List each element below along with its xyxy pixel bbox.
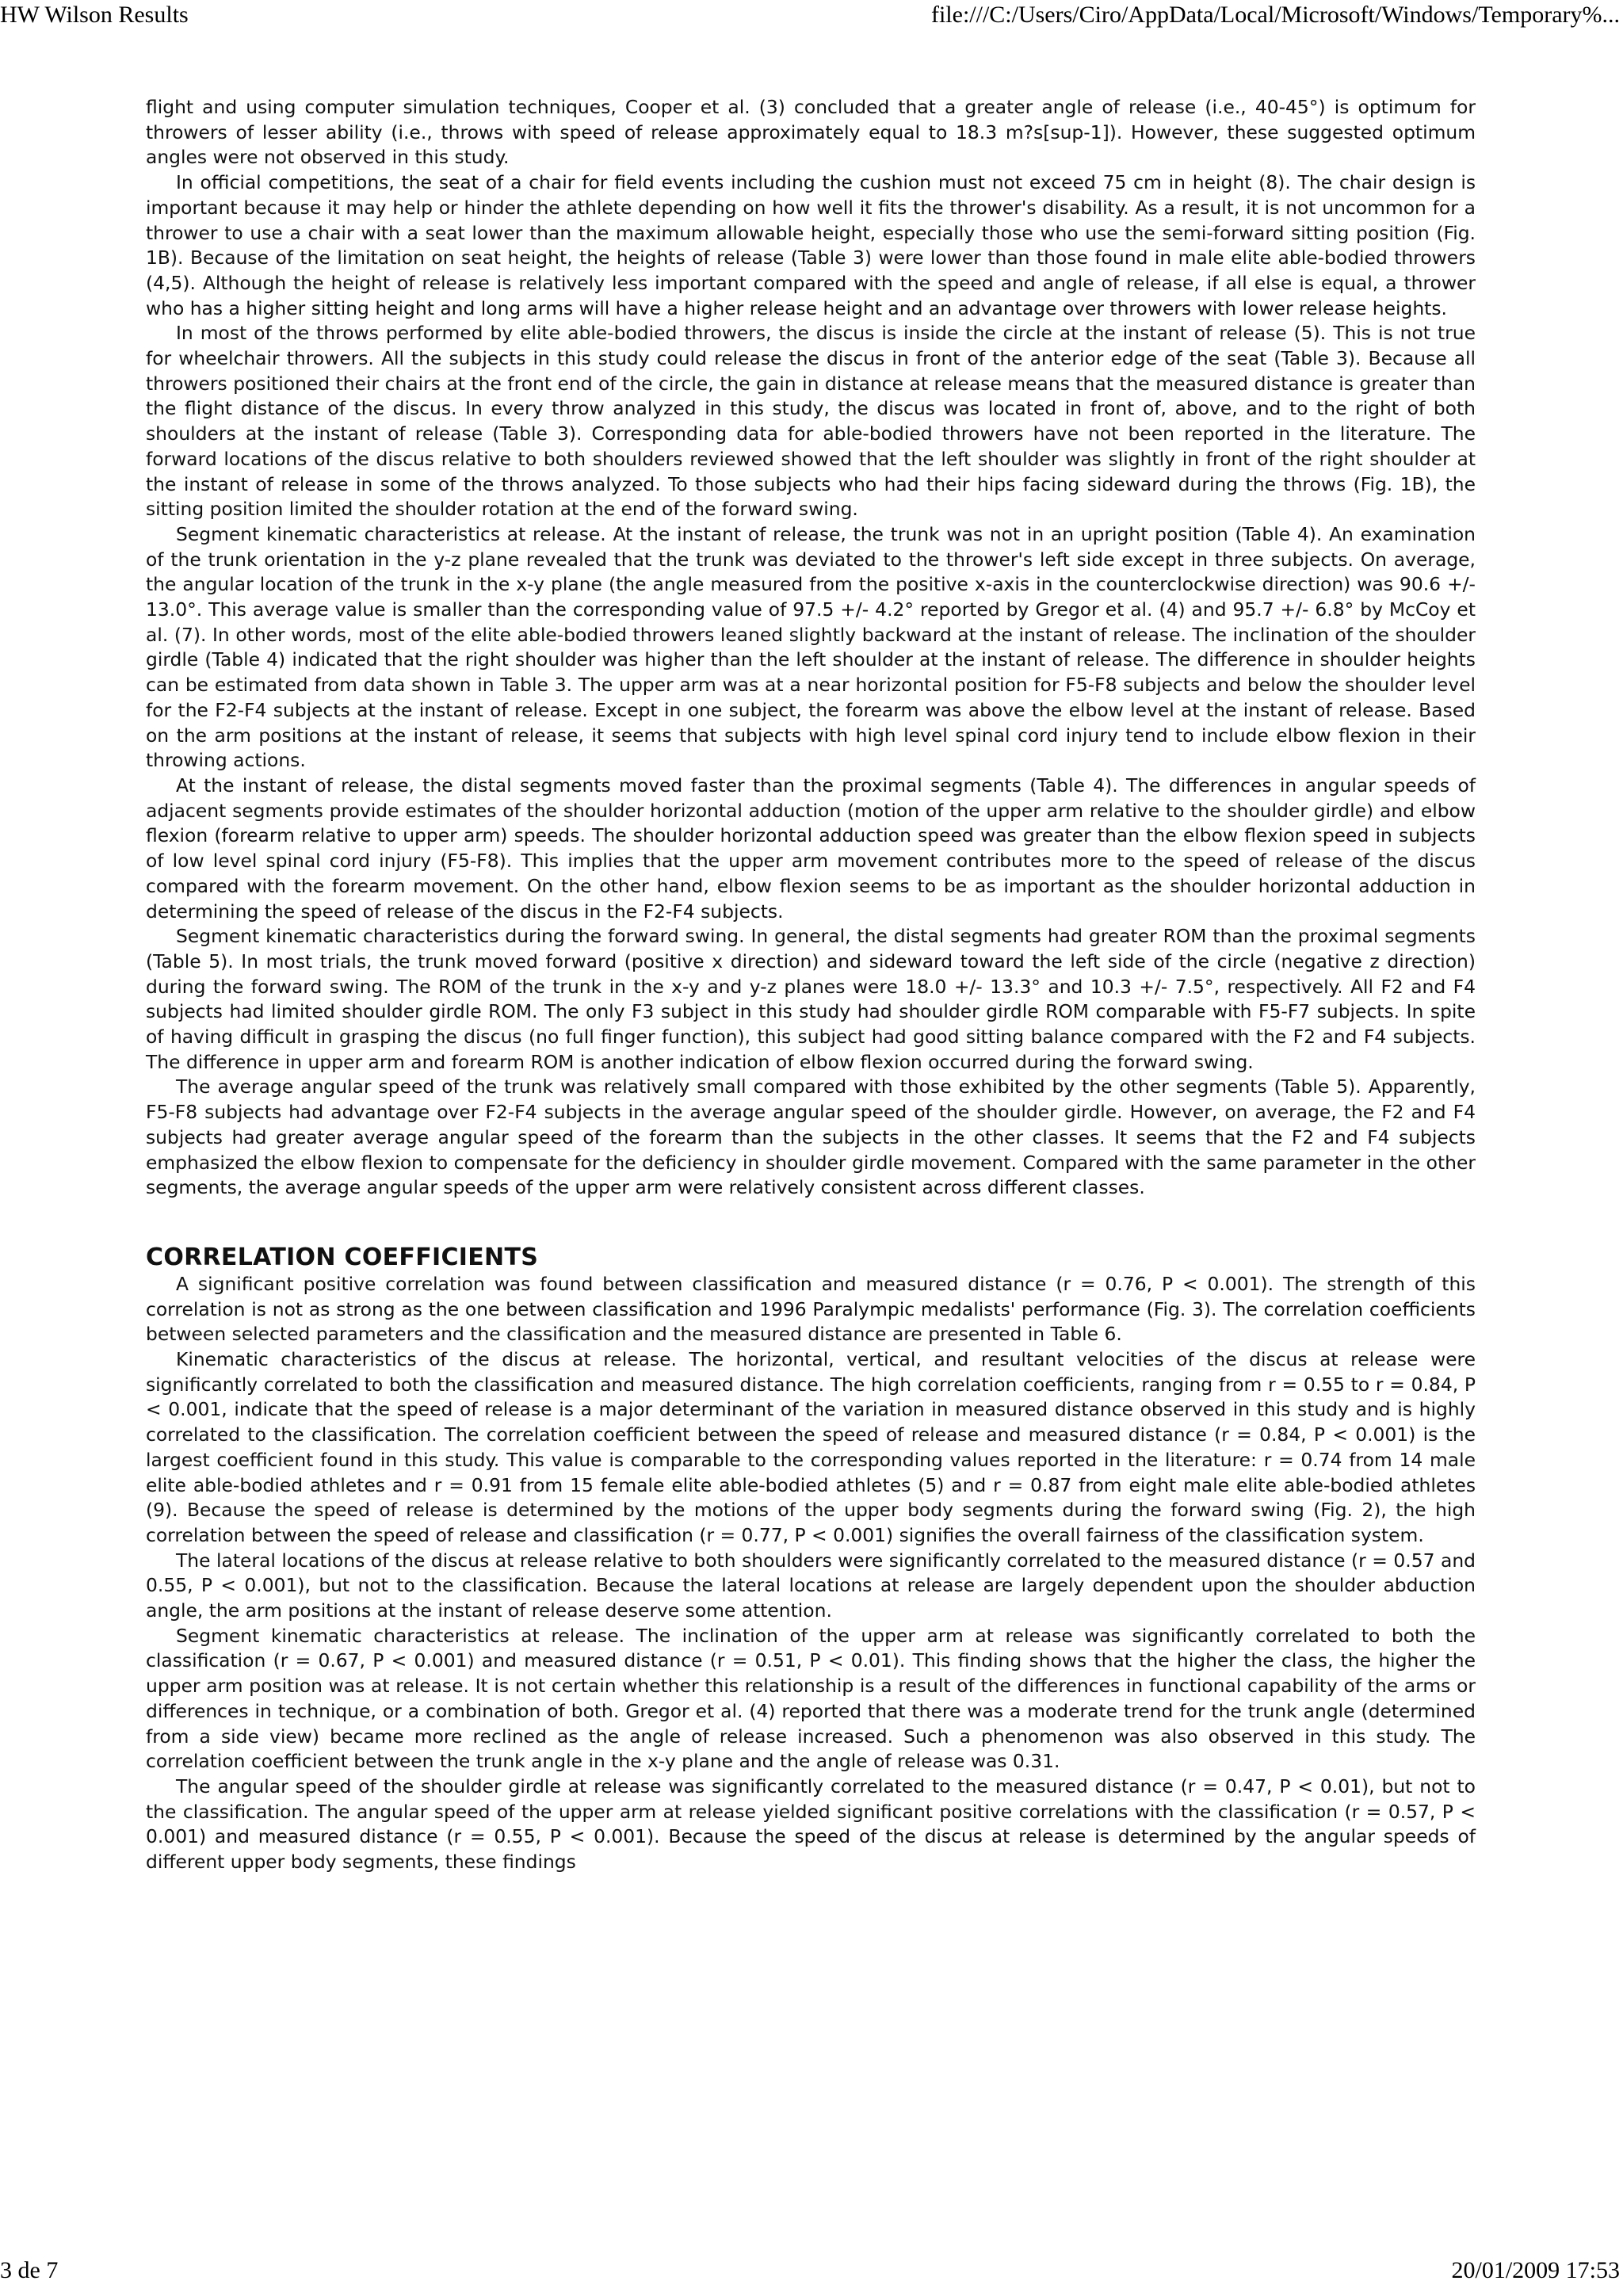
paragraph: At the instant of release, the distal segments moved faster than the proximal segments (Table 4). The differences in angular speeds of adjacent segments provide estimates of the shoulder horizontal adduction (motion of the upper arm relative to the shoulder girdle) and elbow flexion (forearm relative to upper arm) speeds. The shoulder horizontal adduction speed was greater than the elbow flexion speed in subjects of low level spinal cord injury (F5-F8). This implies that the upper arm movement contributes more to the speed of release of the discus compared with the forearm movement. On the other hand, elbow flexion seems to be as important as the shoulder horizontal adduction in determining the speed of release of the discus in the F2-F4 subjects. <box>146 774 1476 923</box>
paragraph: The lateral locations of the discus at release relative to both shoulders were significantly correlated to the measured distance (r = 0.57 and 0.55, P < 0.001), but not to the classification. Because the lateral locations at release are largely dependent upon the shoulder abduction angle, the arm positions at the instant of release deserve some attention. <box>146 1549 1476 1622</box>
print-footer <box>0 2257 1623 2289</box>
paragraph: flight and using computer simulation techniques, Cooper et al. (3) concluded that a greater angle of release (i.e., 40-45°) is optimum for throwers of lesser ability (i.e., throws with speed of release approximately equal to 18.3 m?s[sup-1]). However, these suggested optimum angles were not observed in this study. <box>146 96 1476 169</box>
paragraph: In most of the throws performed by elite able-bodied throwers, the discus is inside the circle at the instant of release (5). This is not true for wheelchair throwers. All the subjects in this study could release the discus in front of the anterior edge of the seat (Table 3). Because all throwers positioned their chairs at the front end of the circle, the gain in distance at release means that the measured distance is greater than the flight distance of the discus. In every throw analyzed in this study, the discus was located in front of, above, and to the right of both shoulders at the instant of release (Table 3). Corresponding data for able-bodied throwers have not been reported in the literature. The forward locations of the discus relative to both shoulders reviewed showed that the left shoulder was slightly in front of the right shoulder at the instant of release in some of the throws analyzed. To those subjects who had their hips facing sideward during the throws (Fig. 1B), the sitting position limited the shoulder rotation at the end of the forward swing. <box>146 322 1476 521</box>
paragraph: Kinematic characteristics of the discus at release. The horizontal, vertical, and resultant velocities of the discus at release were significantly correlated to both the classification and measured distance. The high correlation coefficients, ranging from r = 0.55 to r = 0.84, P < 0.001, indicate that the speed of release is a major determinant of the variation in measured distance observed in this study and is highly correlated to the classification. The correlation coefficient between the speed of release and measured distance (r = 0.84, P < 0.001) is the largest coefficient found in this study. This value is comparable to the corresponding values reported in the literature: r = 0.74 from 14 male elite able-bodied athletes and r = 0.91 from 15 female elite able-bodied athletes (5) and r = 0.87 from eight male elite able-bodied athletes (9). Because the speed of release is determined by the motions of the upper body segments during the forward swing (Fig. 2), the high correlation between the speed of release and classification (r = 0.77, P < 0.001) signifies the overall fairness of the classification system. <box>146 1348 1476 1546</box>
paragraph: Segment kinematic characteristics during the forward swing. In general, the distal segments had greater ROM than the proximal segments (Table 5). In most trials, the trunk moved forward (positive x direction) and sideward toward the left side of the circle (negative z direction) during the forward swing. The ROM of the trunk in the x-y and y-z planes were 18.0 +/- 13.3° and 10.3 +/- 7.5°, respectively. All F2 and F4 subjects had limited shoulder girdle ROM. The only F3 subject in this study had shoulder girdle ROM comparable with F5-F7 subjects. In spite of having difficult in grasping the discus (no full finger function), this subject had good sitting balance compared with the F2 and F4 subjects. The difference in upper arm and forearm ROM is another indication of elbow flexion occurred during the forward swing. <box>146 925 1476 1073</box>
print-header <box>0 0 1623 36</box>
page-number: 3 de 7 <box>0 2257 59 2283</box>
page-title: HW Wilson Results <box>0 2 189 28</box>
print-datetime: 20/01/2009 17:53 <box>1451 2257 1620 2283</box>
article-body <box>146 95 1476 1875</box>
paragraph: The average angular speed of the trunk was relatively small compared with those exhibited by the other segments (Table 5). Apparently, F5-F8 subjects had advantage over F2-F4 subjects in the average angular speed of the shoulder girdle. However, on average, the F2 and F4 subjects had greater average angular speed of the forearm than the subjects in the other classes. It seems that the F2 and F4 subjects emphasized the elbow flexion to compensate for the deficiency in shoulder girdle movement. Compared with the same parameter in the other segments, the average angular speeds of the upper arm were relatively consistent across different classes. <box>146 1075 1476 1199</box>
paragraph: The angular speed of the shoulder girdle at release was significantly correlated to the measured distance (r = 0.47, P < 0.01), but not to the classification. The angular speed of the upper arm at release yielded significant positive correlations with the classification (r = 0.57, P < 0.001) and measured distance (r = 0.55, P < 0.001). Because the speed of the discus at release is determined by the angular speeds of different upper body segments, these findings <box>146 1775 1476 1874</box>
section-heading: CORRELATION COEFFICIENTS <box>146 1243 539 1271</box>
paragraph: Segment kinematic characteristics at release. At the instant of release, the trunk was not in an upright position (Table 4). An examination of the trunk orientation in the y-z plane revealed that the trunk was deviated to the thrower's left side except in three subjects. On average, the angular location of the trunk in the x-y plane (the angle measured from the positive x-axis in the counterclockwise direction) was 90.6 +/- 13.0°. This average value is smaller than the corresponding value of 97.5 +/- 4.2° reported by Gregor et al. (4) and 95.7 +/- 6.8° by McCoy et al. (7). In other words, most of the elite able-bodied throwers leaned slightly backward at the instant of release. The inclination of the shoulder girdle (Table 4) indicated that the right shoulder was higher than the left shoulder at the instant of release. The difference in shoulder heights can be estimated from data shown in Table 3. The upper arm was at a near horizontal position for F5-F8 subjects and below the shoulder level for the F2-F4 subjects at the instant of release. Except in one subject, the forearm was above the elbow level at the instant of release. Based on the arm positions at the instant of release, it seems that subjects with high level spinal cord injury tend to include elbow flexion in their throwing actions. <box>146 522 1476 772</box>
paragraph: Segment kinematic characteristics at release. The inclination of the upper arm at release was significantly correlated to both the classification (r = 0.67, P < 0.001) and measured distance (r = 0.51, P < 0.01). This finding shows that the higher the class, the higher the upper arm position was at release. It is not certain whether this relationship is a result of the differences in functional capability of the arms or differences in technique, or a combination of both. Gregor et al. (4) reported that there was a moderate trend for the trunk angle (determined from a side view) became more reclined as the angle of release increased. Such a phenomenon was also observed in this study. The correlation coefficient between the trunk angle in the x-y plane and the angle of release was 0.31. <box>146 1624 1476 1773</box>
page-url: file:///C:/Users/Ciro/AppData/Local/Microsoft/Windows/Temporary%... <box>930 2 1620 28</box>
paragraph: A significant positive correlation was found between classification and measured distance (r = 0.76, P < 0.001). The strength of this correlation is not as strong as the one between classification and 1996 Paralympic medalists' performance (Fig. 3). The correlation coefficients between selected parameters and the classification and the measured distance are presented in Table 6. <box>146 1272 1476 1346</box>
paragraph: In official competitions, the seat of a chair for field events including the cushion must not exceed 75 cm in height (8). The chair design is important because it may help or hinder the athlete depending on how well it fits the thrower's disability. As a result, it is not uncommon for a thrower to use a chair with a seat lower than the maximum allowable height, especially those who use the semi-forward sitting position (Fig. 1B). Because of the limitation on seat height, the heights of release (Table 3) were lower than those found in male elite able-bodied throwers (4,5). Although the height of release is relatively less important compared with the speed and angle of release, if all else is equal, a thrower who has a higher sitting height and long arms will have a higher release height and an advantage over throwers with lower release heights. <box>146 171 1476 319</box>
